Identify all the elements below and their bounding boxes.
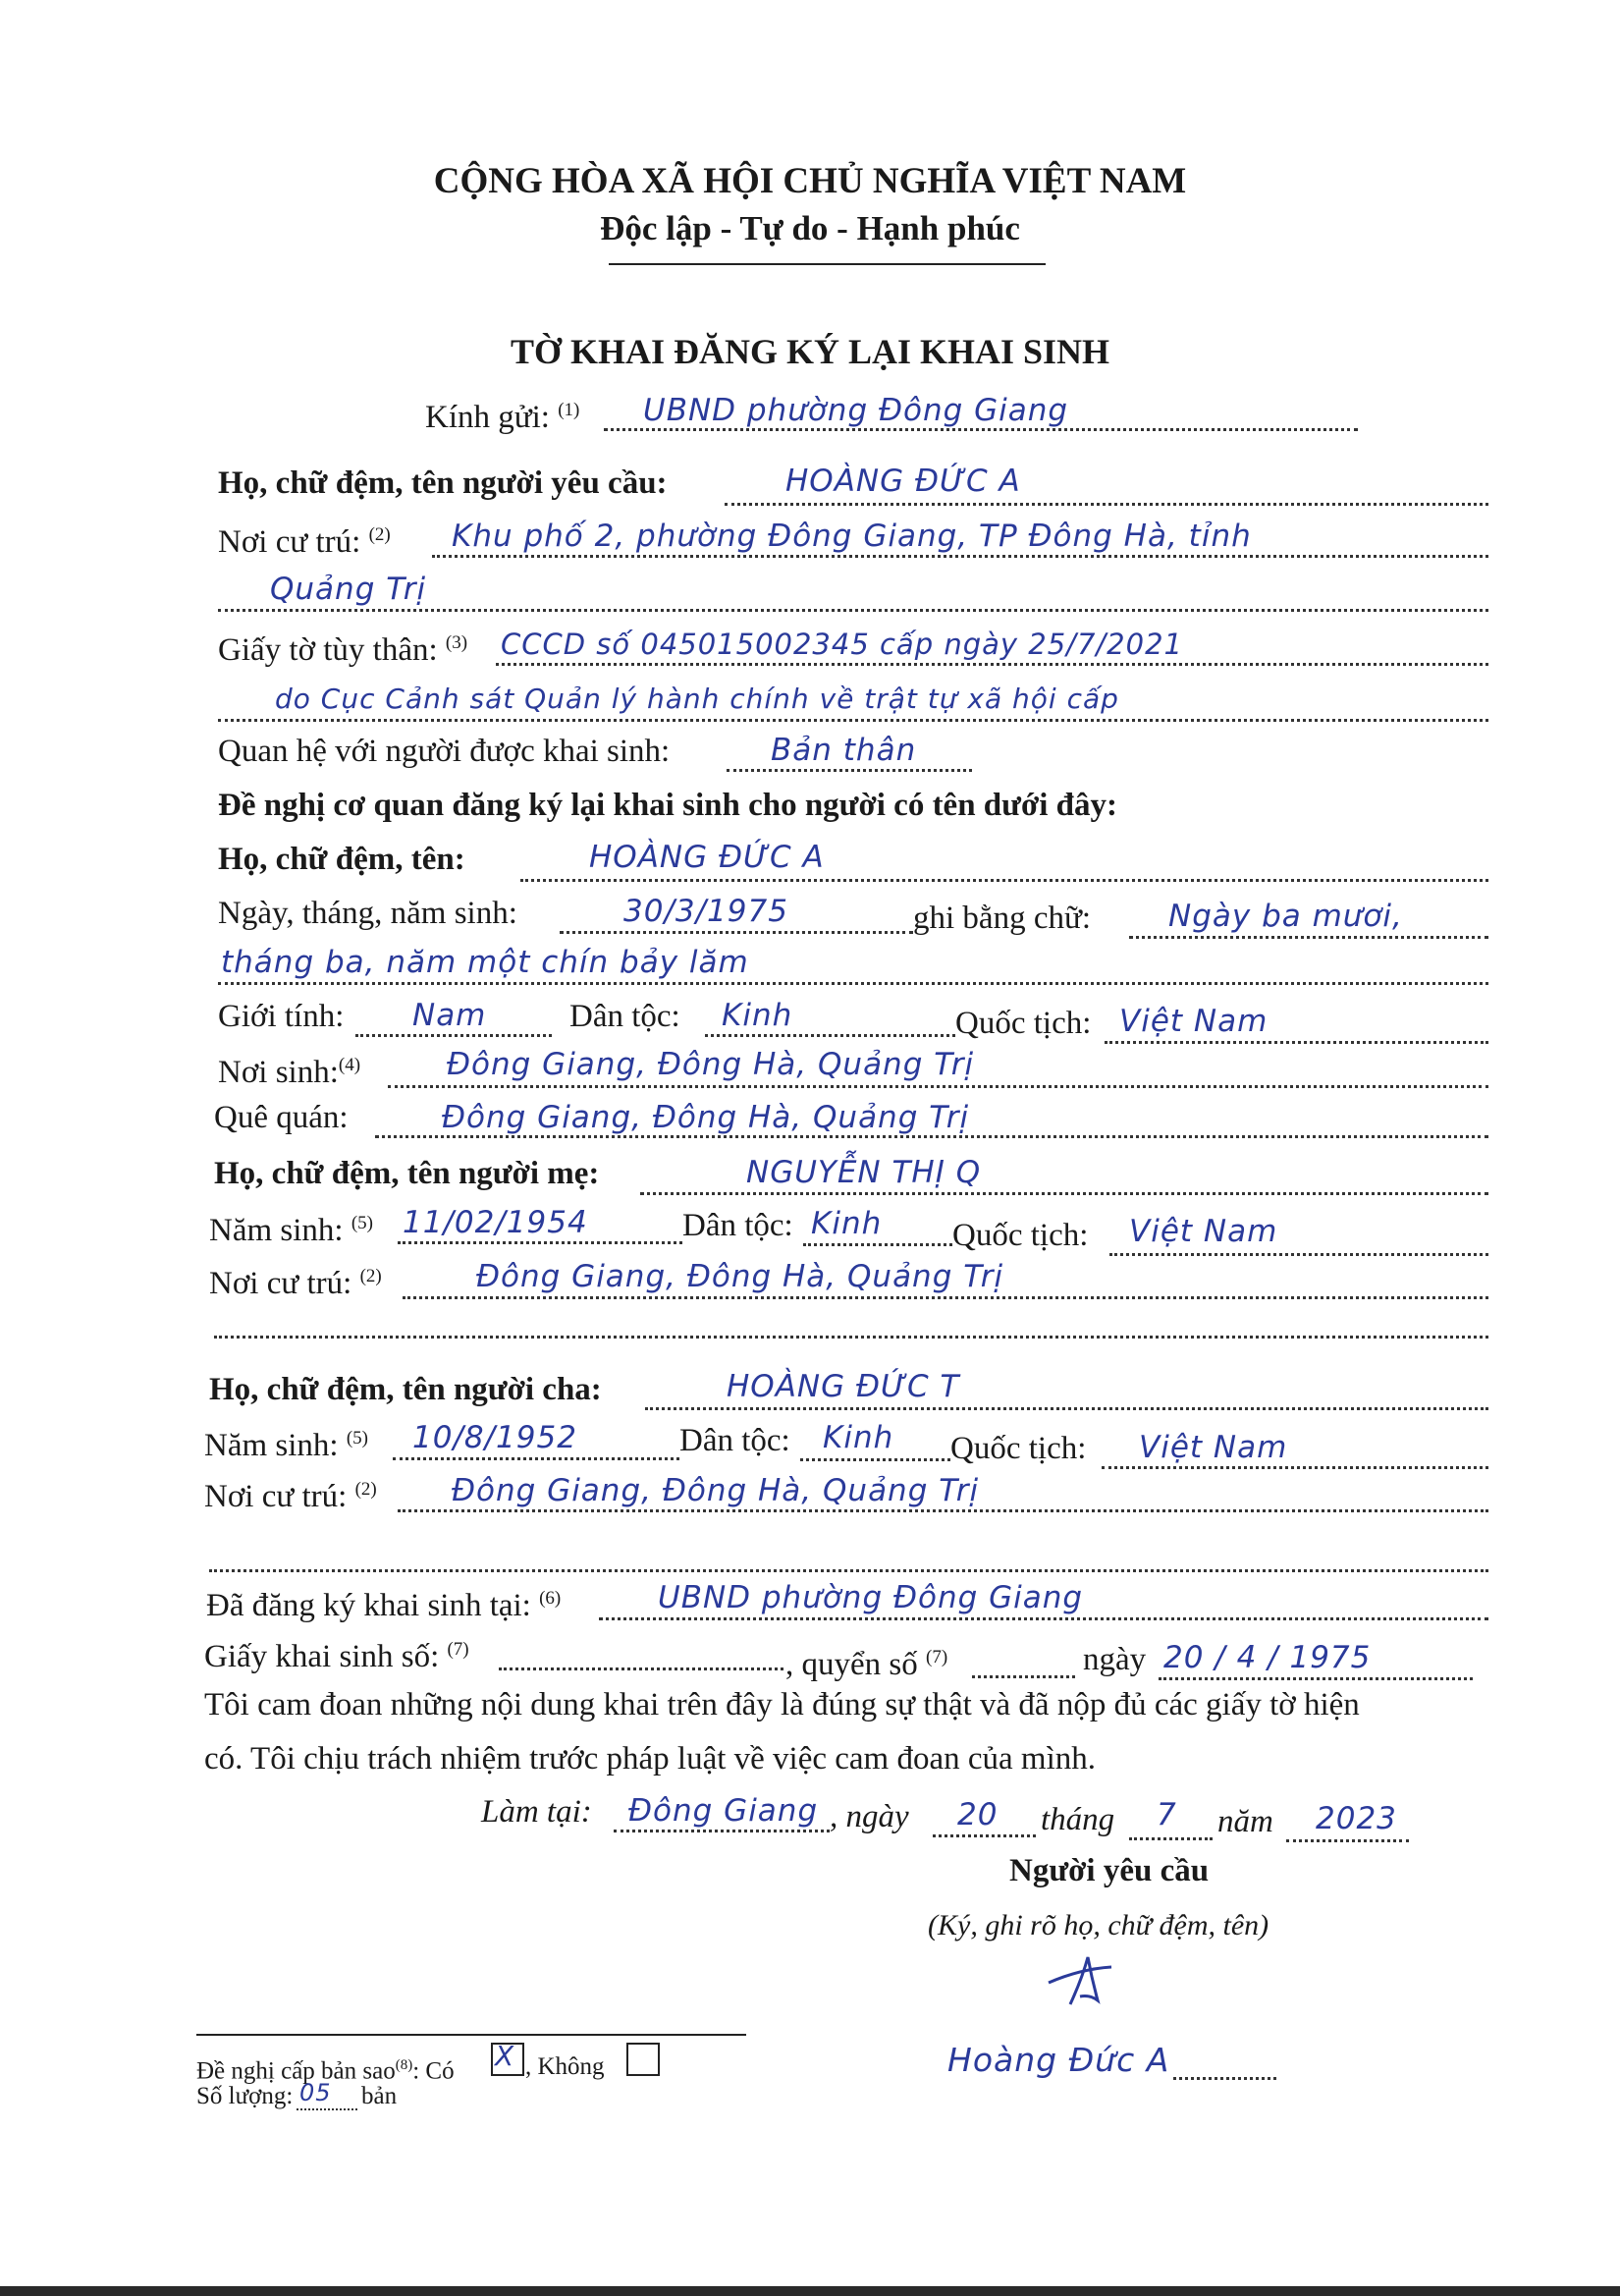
registered-place-label: Đã đăng ký khai sinh tại: $^{(6)}$ (206, 1588, 562, 1623)
father-ethnic-value: Kinh (823, 1420, 894, 1455)
declaration-line-1: Tôi cam đoan những nội dung khai trên đây là đúng sự thật và đã nộp đủ các giấy tờ hiện (204, 1687, 1360, 1722)
signing-day-value: 20 (957, 1797, 999, 1832)
father-name-dots (645, 1407, 1488, 1410)
requester-residence-dots-2 (218, 609, 1488, 612)
signer-name-dots (1173, 2077, 1276, 2080)
person-birthplace-dots (388, 1085, 1488, 1088)
motto-underline (609, 263, 1046, 265)
requester-id-value-1: CCCD số 045015002345 cấp ngày 25/7/2021 (501, 628, 1183, 661)
father-name-label: Họ, chữ đệm, tên người cha: (209, 1372, 602, 1407)
mother-nationality-dots (1109, 1253, 1488, 1256)
mother-residence-value: Đông Giang, Đông Hà, Quảng Trị (476, 1259, 1004, 1294)
mother-birth-label: Năm sinh: $^{(5)}$ (209, 1213, 373, 1248)
person-ethnic-value: Kinh (722, 998, 793, 1033)
person-nationality-label: Quốc tịch: (955, 1006, 1092, 1041)
requester-name-label: Họ, chữ đệm, tên người yêu cầu: (218, 465, 668, 501)
registered-date-dots (1159, 1677, 1473, 1680)
requester-residence-value-2: Quảng Trị (270, 572, 427, 607)
registered-date-value: 20 / 4 / 1975 (1163, 1640, 1372, 1675)
father-name-value: HOÀNG ĐỨC T (727, 1369, 960, 1404)
father-ethnic-dots (800, 1458, 950, 1461)
signer-title: Người yêu cầu (1009, 1853, 1210, 1888)
request-heading: Đề nghị cơ quan đăng ký lại khai sinh cho người có tên dưới đây: (218, 788, 1117, 823)
scan-bottom-edge (0, 2286, 1620, 2296)
copy-yes-mark: X (495, 2040, 515, 2072)
requester-id-value-2: do Cục Cảnh sát Quản lý hành chính về trật tự xã hội cấp (275, 683, 1119, 715)
mother-birth-value: 11/02/1954 (403, 1205, 588, 1240)
signature-mark (1041, 1949, 1119, 2018)
registered-date-label: ngày (1083, 1642, 1147, 1677)
requester-relation-dots (727, 769, 972, 772)
mother-residence-dots-1 (403, 1296, 1488, 1299)
country-heading: CỘNG HÒA XÃ HỘI CHỦ NGHĨA VIỆT NAM (433, 161, 1187, 201)
mother-residence-dots-2 (214, 1336, 1488, 1339)
father-residence-value: Đông Giang, Đông Hà, Quảng Trị (452, 1473, 980, 1508)
person-nationality-dots (1105, 1041, 1488, 1044)
father-birth-dots (393, 1457, 679, 1460)
addressee-value: UBND phường Đông Giang (643, 393, 1069, 428)
person-dob-words-dots-2 (218, 982, 1488, 985)
mother-name-dots (640, 1192, 1488, 1195)
signing-month-dots (1129, 1837, 1213, 1840)
signing-day-dots (933, 1834, 1036, 1837)
requester-residence-value-1: Khu phố 2, phường Đông Giang, TP Đông Hà, tỉnh (452, 519, 1252, 554)
registered-book-label: , quyển số $^{(7)}$ (785, 1647, 948, 1682)
signing-month-value: 7 (1157, 1797, 1177, 1832)
addressee-dots (604, 428, 1358, 431)
person-dob-words-label: ghi bằng chữ: (913, 901, 1092, 936)
requester-name-value: HOÀNG ĐỨC A (785, 464, 1021, 499)
copy-no-label: , Không (525, 2053, 605, 2080)
registered-cert-dots (499, 1667, 783, 1670)
registered-book-dots (972, 1675, 1075, 1678)
form-title: TỜ KHAI ĐĂNG KÝ LẠI KHAI SINH (510, 332, 1110, 371)
father-nationality-label: Quốc tịch: (950, 1431, 1087, 1466)
motto: Độc lập - Tự do - Hạnh phúc (600, 209, 1020, 247)
signing-place-dots (614, 1830, 830, 1832)
person-gender-label: Giới tính: (218, 999, 345, 1034)
person-name-dots (520, 879, 1488, 882)
mother-ethnic-dots (803, 1243, 952, 1246)
registered-place-value: UBND phường Đông Giang (658, 1580, 1084, 1615)
person-dob-dots (560, 931, 913, 934)
copy-request-label: Đề nghị cấp bản sao$^{(8)}$: Có (196, 2057, 455, 2085)
father-birth-value: 10/8/1952 (412, 1420, 577, 1455)
signing-year-dots (1286, 1839, 1409, 1842)
requester-residence-label: Nơi cư trú: $^{(2)}$ (218, 524, 391, 560)
addressee-label: Kính gửi: $^{(1)}$ (425, 400, 580, 435)
requester-name-dots (725, 503, 1488, 506)
person-gender-dots (355, 1034, 552, 1037)
person-hometown-value: Đông Giang, Đông Hà, Quảng Trị (442, 1100, 970, 1135)
mother-name-value: NGUYỄN THỊ Q (746, 1155, 982, 1190)
mother-residence-label: Nơi cư trú: $^{(2)}$ (209, 1266, 382, 1301)
signing-day-label: , ngày (830, 1799, 909, 1834)
person-nationality-value: Việt Nam (1119, 1004, 1269, 1039)
mother-ethnic-value: Kinh (811, 1206, 883, 1241)
person-hometown-dots (375, 1135, 1488, 1138)
father-residence-dots-2 (209, 1569, 1488, 1572)
father-nationality-dots (1102, 1466, 1488, 1469)
father-nationality-value: Việt Nam (1139, 1430, 1288, 1465)
father-residence-dots-1 (398, 1509, 1488, 1512)
requester-relation-label: Quan hệ với người được khai sinh: (218, 734, 671, 769)
person-hometown-label: Quê quán: (214, 1100, 349, 1135)
mother-nationality-label: Quốc tịch: (952, 1218, 1089, 1253)
person-dob-words-value-1: Ngày ba mươi, (1168, 899, 1403, 934)
requester-id-dots-2 (218, 719, 1488, 722)
person-dob-words-value-2: tháng ba, năm một chín bảy lăm (221, 945, 749, 980)
copy-qty-label: Số lượng: (196, 2083, 294, 2109)
mother-name-label: Họ, chữ đệm, tên người mẹ: (214, 1156, 600, 1191)
father-residence-label: Nơi cư trú: $^{(2)}$ (204, 1479, 377, 1514)
signing-year-value: 2023 (1316, 1801, 1397, 1836)
mother-ethnic-label: Dân tộc: (682, 1208, 793, 1243)
person-birthplace-value: Đông Giang, Đông Hà, Quảng Trị (447, 1047, 975, 1082)
mother-nationality-value: Việt Nam (1129, 1214, 1278, 1249)
person-birthplace-label: Nơi sinh:$^{(4)}$ (218, 1055, 361, 1090)
person-name-value: HOÀNG ĐỨC A (589, 840, 825, 875)
mother-birth-dots (398, 1241, 682, 1244)
signing-year-label: năm (1217, 1804, 1273, 1839)
requester-relation-value: Bản thân (771, 733, 917, 768)
father-ethnic-label: Dân tộc: (679, 1423, 790, 1458)
copy-qty-unit: bản (361, 2083, 398, 2109)
requester-id-label: Giấy tờ tùy thân: $^{(3)}$ (218, 632, 468, 668)
person-gender-value: Nam (412, 998, 487, 1033)
registered-cert-label: Giấy khai sinh số: $^{(7)}$ (204, 1639, 469, 1674)
copy-no-checkbox[interactable] (626, 2043, 660, 2076)
person-name-label: Họ, chữ đệm, tên: (218, 842, 465, 877)
declaration-line-2: có. Tôi chịu trách nhiệm trước pháp luật về việc cam đoan của mình. (204, 1741, 1096, 1777)
father-birth-label: Năm sinh: $^{(5)}$ (204, 1428, 368, 1463)
person-dob-value: 30/3/1975 (623, 894, 788, 929)
signing-place-label: Làm tại: (481, 1794, 592, 1830)
requester-id-dots-1 (496, 663, 1488, 666)
copy-qty-value: 05 (299, 2079, 332, 2106)
footer-divider (196, 2034, 746, 2036)
person-dob-words-dots-1 (1129, 936, 1488, 939)
signing-place-value: Đông Giang (628, 1793, 819, 1829)
person-dob-label: Ngày, tháng, năm sinh: (218, 896, 517, 931)
person-ethnic-label: Dân tộc: (569, 999, 680, 1034)
registered-place-dots (599, 1617, 1488, 1620)
person-ethnic-dots (705, 1034, 955, 1037)
signer-name: Hoàng Đức A (947, 2041, 1170, 2079)
signer-note: (Ký, ghi rõ họ, chữ đệm, tên) (928, 1909, 1269, 1941)
requester-residence-dots-1 (432, 555, 1488, 558)
signing-month-label: tháng (1041, 1802, 1115, 1837)
